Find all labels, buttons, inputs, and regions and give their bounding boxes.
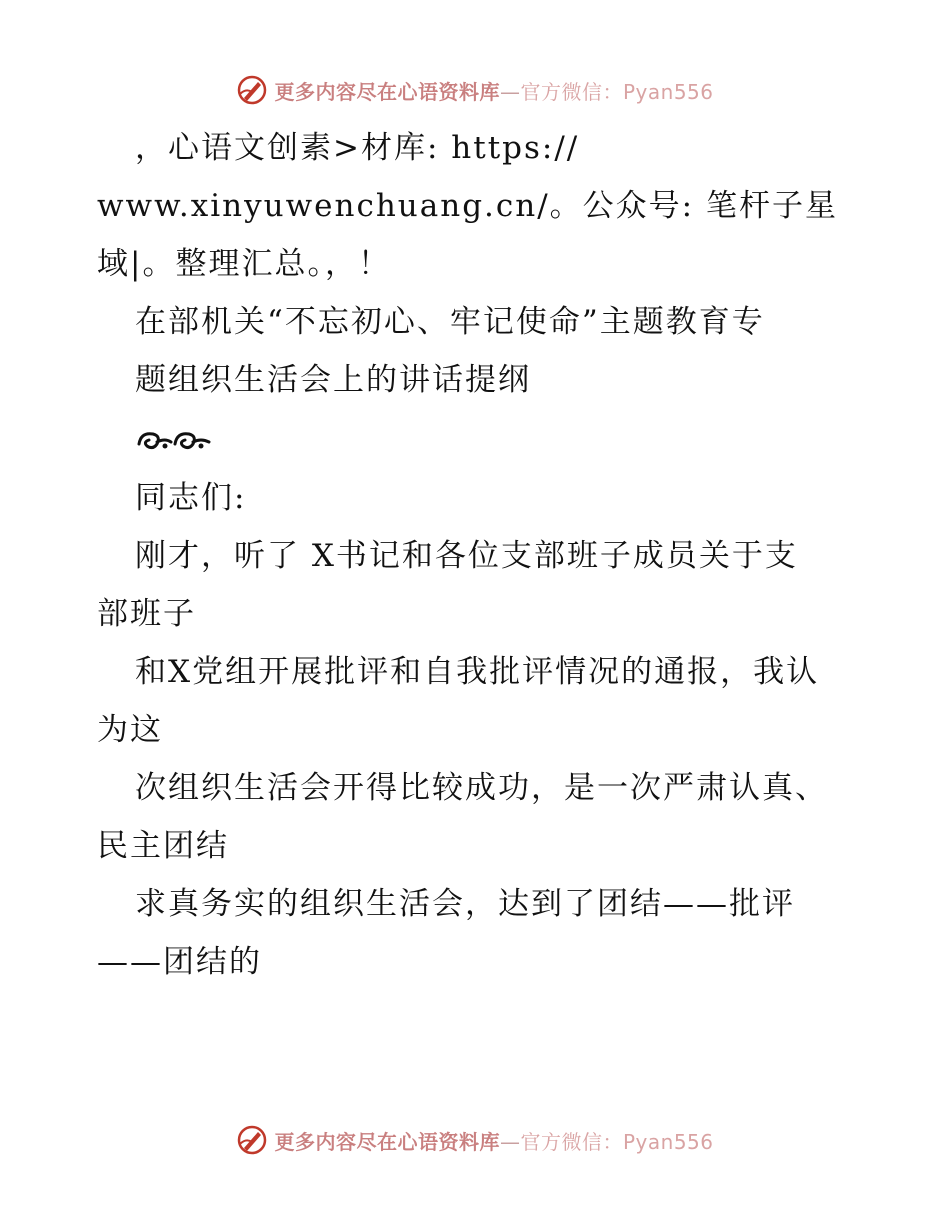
banner-wechat-label: 官方微信： bbox=[520, 79, 623, 104]
body-line: 为这 bbox=[97, 712, 163, 748]
body-line: 次组织生活会开得比较成功，是一次严肃认真、 bbox=[135, 770, 828, 806]
salutation: 同志们: bbox=[135, 480, 247, 516]
header-watermark-banner bbox=[0, 70, 950, 110]
pen-logo-icon bbox=[236, 1124, 268, 1156]
body-line: 部班子 bbox=[97, 596, 196, 632]
body-line: 求真务实的组织生活会，达到了团结——批评 bbox=[135, 886, 795, 922]
decorative-ornament-icon bbox=[135, 424, 215, 454]
document-title-line: 题组织生活会上的讲话提纲 bbox=[135, 362, 531, 398]
body-line: 和X党组开展批评和自我批评情况的通报，我认 bbox=[135, 654, 820, 690]
body-line: www.xinyuwenchuang.cn/。公众号: 笔杆子星 bbox=[97, 188, 838, 224]
body-line: ——团结的 bbox=[97, 944, 262, 980]
body-line: 民主团结 bbox=[97, 828, 229, 864]
banner-wechat-label: 官方微信： bbox=[520, 1129, 623, 1154]
body-line: 域|。整理汇总。，！ bbox=[97, 246, 391, 282]
pen-logo-icon bbox=[236, 74, 268, 106]
banner-text bbox=[274, 1126, 713, 1155]
banner-wechat-id: Pyan556 bbox=[622, 79, 714, 104]
banner-separator: — bbox=[499, 79, 521, 104]
banner-wechat-id: Pyan556 bbox=[622, 1129, 714, 1154]
document-title-line: 在部机关“不忘初心、牢记使命”主题教育专 bbox=[135, 304, 765, 340]
banner-text bbox=[274, 76, 713, 105]
banner-site-text: 更多内容尽在心语资料库 bbox=[274, 1129, 500, 1154]
body-line: ，心语文创素>材库: https:// bbox=[135, 130, 580, 166]
banner-site-text: 更多内容尽在心语资料库 bbox=[274, 79, 500, 104]
body-line: 刚才，听了 X书记和各位支部班子成员关于支 bbox=[135, 538, 798, 574]
banner-separator: — bbox=[499, 1129, 521, 1154]
footer-watermark-banner bbox=[0, 1120, 950, 1160]
